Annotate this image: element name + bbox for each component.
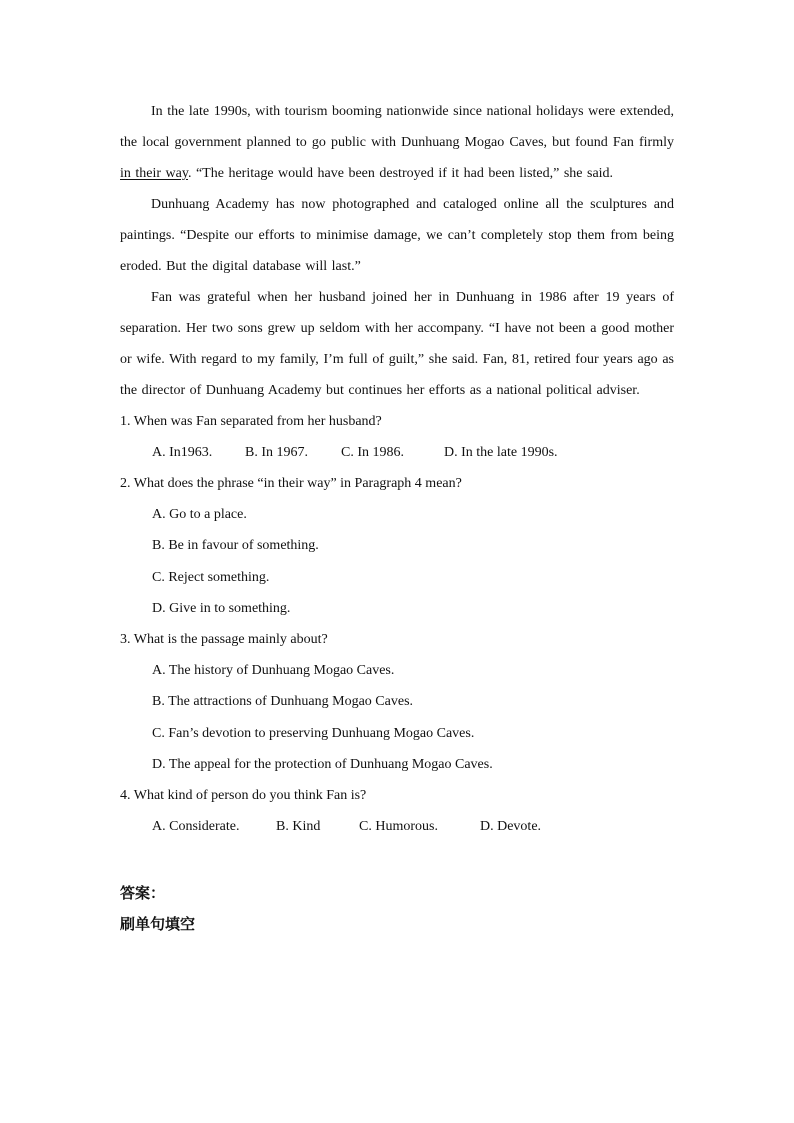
section-heading: 刷单句填空: [120, 915, 196, 934]
option-c: C. Reject something.: [152, 569, 270, 585]
answers-heading: 答案：: [120, 884, 166, 903]
option-d: D. Devote.: [480, 819, 542, 835]
option-d: D. The appeal for the protection of Dunhuang Mogao Caves.: [152, 757, 493, 773]
question-4-options: [120, 811, 674, 842]
option-c: C. Humorous.: [359, 819, 438, 835]
paragraph-1-text-start: In the late 1990s, with tourism booming nationwide since national holidays were extended, the local government planned to go public with Dunhuang Mogao Caves, but found Fan firmly: [120, 104, 674, 150]
passage-paragraph-3: Fan was grateful when her husband joined her in Dunhuang in 1986 after 19 years of separation. Her two sons grew up seldom with her accompany. “I have not been a good mother or wife. With regard to my family, I’m full of guilt,” she said. Fan, 81, retired four years ago as the director of Dunhuang Academy but continues her efforts as a national political adviser.: [120, 290, 674, 398]
option-c: C. In 1986.: [341, 445, 404, 460]
option-d: D. Give in to something.: [152, 600, 291, 616]
paragraph-1-text-end: . “The heritage would have been destroyed if it had been listed,” she said.: [187, 166, 614, 181]
passage-paragraph-1: [120, 96, 674, 189]
question-4: [120, 780, 674, 842]
option-b: B. The attractions of Dunhuang Mogao Caves.: [152, 694, 414, 710]
option-b: B. Be in favour of something.: [152, 538, 319, 554]
option-b: B. Kind: [276, 819, 321, 835]
option-d: D. In the late 1990s.: [444, 445, 558, 460]
option-a: A. Considerate.: [152, 819, 240, 835]
underlined-phrase: in their way: [120, 166, 188, 181]
option-c: C. Fan’s devotion to preserving Dunhuang Mogao Caves.: [152, 725, 475, 741]
option-a: A. Go to a place.: [152, 507, 247, 522]
option-a: A. In1963.: [152, 445, 213, 460]
question-3: [120, 624, 674, 780]
question-3-text: 3. What is the passage mainly about?: [120, 632, 328, 648]
question-2-text: 2. What does the phrase “in their way” in Paragraph 4 mean?: [120, 476, 462, 491]
question-1-text: 1. When was Fan separated from her husband?: [120, 414, 382, 429]
question-1-options: [120, 437, 674, 468]
question-1: [120, 406, 674, 468]
document-page: [120, 96, 674, 940]
option-b: B. In 1967.: [245, 445, 308, 460]
option-a: A. The history of Dunhuang Mogao Caves.: [152, 663, 395, 679]
passage-paragraph-2: Dunhuang Academy has now photographed and cataloged online all the sculptures and paintings. “Despite our efforts to minimise damage, we can’t completely stop them from being eroded. But the digital database will last.”: [120, 197, 674, 274]
question-2: [120, 468, 674, 624]
question-4-text: 4. What kind of person do you think Fan is?: [120, 788, 367, 804]
